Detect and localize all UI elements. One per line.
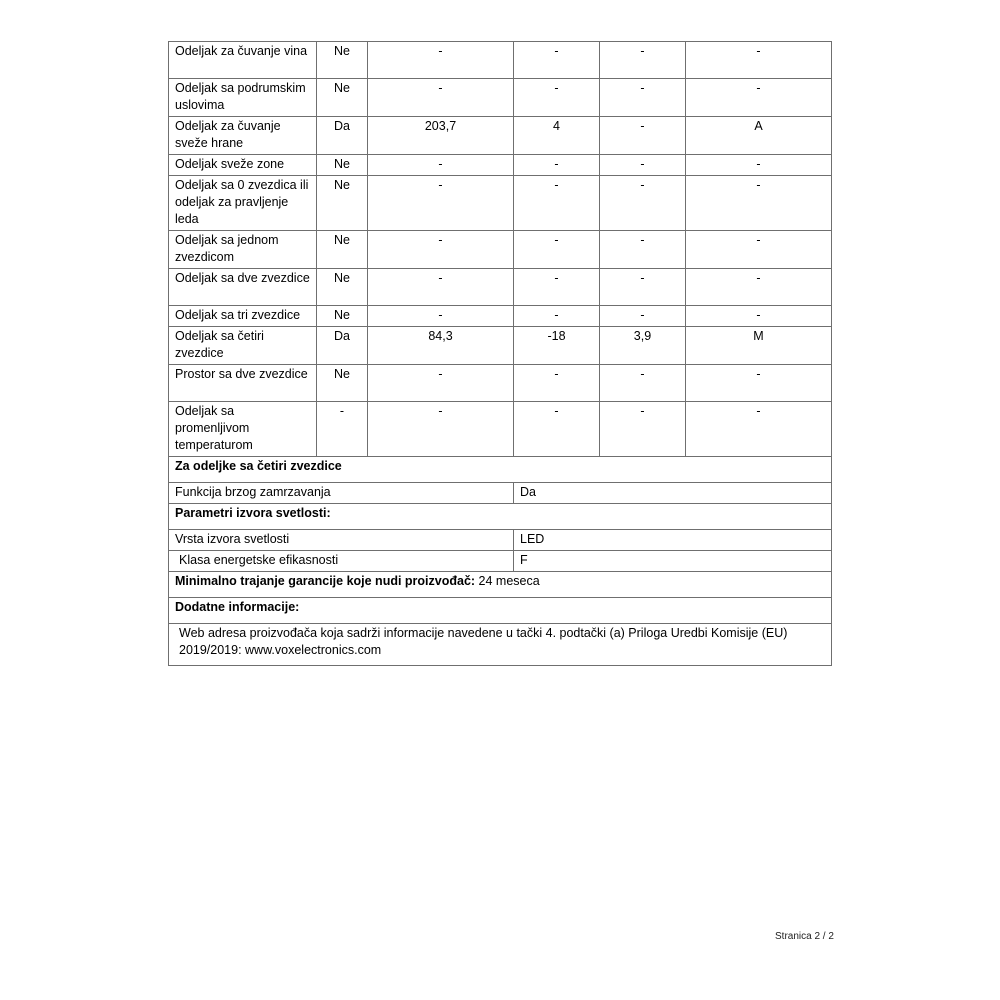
compartment-name: Odeljak sa 0 zvezdica ili odeljak za pravljenje leda <box>169 176 317 231</box>
compartment-volume: - <box>368 231 514 269</box>
compartment-present: Ne <box>317 42 368 79</box>
table-row <box>169 176 832 231</box>
additional-text: Web adresa proizvođača koja sadrži informacije navedene u tački 4. podtački (a) Priloga Uredbi Komisije (EU) 2019/2019: www.voxelectronics.com <box>169 624 832 666</box>
compartment-name: Prostor sa dve zvezdice <box>169 365 317 402</box>
compartment-mode: M <box>686 327 832 365</box>
compartment-volume: - <box>368 42 514 79</box>
section-row <box>169 457 832 483</box>
compartment-capacity: - <box>600 269 686 306</box>
table-row <box>169 79 832 117</box>
compartment-name: Odeljak sa četiri zvezdice <box>169 327 317 365</box>
compartment-temperature: - <box>514 365 600 402</box>
warranty-label: Minimalno trajanje garancije koje nudi proizvođač: <box>175 574 476 588</box>
section-row <box>169 598 832 624</box>
table-row <box>169 306 832 327</box>
table-row <box>169 231 832 269</box>
compartment-present: Ne <box>317 269 368 306</box>
table-row <box>169 269 832 306</box>
compartment-volume: - <box>368 269 514 306</box>
compartment-name: Odeljak sa podrumskim uslovima <box>169 79 317 117</box>
table-row <box>169 402 832 457</box>
compartment-present: Da <box>317 327 368 365</box>
table-row <box>169 572 832 598</box>
compartment-mode: - <box>686 231 832 269</box>
light-type-value: LED <box>514 530 832 551</box>
compartment-temperature: - <box>514 402 600 457</box>
compartment-temperature: - <box>514 231 600 269</box>
light-type-label: Vrsta izvora svetlosti <box>169 530 514 551</box>
compartment-present: Ne <box>317 365 368 402</box>
compartment-volume: - <box>368 365 514 402</box>
table-row <box>169 42 832 79</box>
compartment-name: Odeljak sveže zone <box>169 155 317 176</box>
compartment-mode: - <box>686 42 832 79</box>
table-row <box>169 551 832 572</box>
table-row <box>169 530 832 551</box>
compartment-mode: - <box>686 269 832 306</box>
compartment-volume: - <box>368 306 514 327</box>
compartment-temperature: - <box>514 79 600 117</box>
compartment-volume: - <box>368 79 514 117</box>
compartment-name: Odeljak sa dve zvezdice <box>169 269 317 306</box>
compartment-mode: - <box>686 402 832 457</box>
compartment-capacity: - <box>600 155 686 176</box>
compartment-mode: A <box>686 117 832 155</box>
compartment-volume: 203,7 <box>368 117 514 155</box>
energy-class-value: F <box>514 551 832 572</box>
warranty-cell <box>169 572 832 598</box>
compartment-present: Da <box>317 117 368 155</box>
fast-freeze-label: Funkcija brzog zamrzavanja <box>169 483 514 504</box>
compartment-volume: - <box>368 155 514 176</box>
compartment-capacity: - <box>600 306 686 327</box>
compartment-volume: - <box>368 176 514 231</box>
compartment-volume: - <box>368 402 514 457</box>
compartment-present: - <box>317 402 368 457</box>
compartment-mode: - <box>686 365 832 402</box>
table-row <box>169 155 832 176</box>
warranty-value: 24 meseca <box>475 574 540 588</box>
specification-table <box>168 41 832 666</box>
compartment-mode: - <box>686 176 832 231</box>
light-heading: Parametri izvora svetlosti: <box>169 504 832 530</box>
compartment-capacity: - <box>600 176 686 231</box>
compartment-capacity: - <box>600 365 686 402</box>
energy-class-label: Klasa energetske efikasnosti <box>169 551 514 572</box>
compartment-temperature: - <box>514 42 600 79</box>
compartment-temperature: - <box>514 306 600 327</box>
table-row <box>169 327 832 365</box>
compartment-name: Odeljak sa tri zvezdice <box>169 306 317 327</box>
compartment-present: Ne <box>317 176 368 231</box>
compartment-mode: - <box>686 155 832 176</box>
table-row <box>169 624 832 666</box>
compartment-name: Odeljak za čuvanje vina <box>169 42 317 79</box>
compartment-temperature: - <box>514 269 600 306</box>
compartment-present: Ne <box>317 306 368 327</box>
table-row <box>169 365 832 402</box>
compartment-temperature: 4 <box>514 117 600 155</box>
compartment-capacity: - <box>600 231 686 269</box>
compartment-name: Odeljak sa jednom zvezdicom <box>169 231 317 269</box>
compartment-capacity: 3,9 <box>600 327 686 365</box>
page-number: Stranica 2 / 2 <box>775 931 834 942</box>
table-row <box>169 483 832 504</box>
compartment-present: Ne <box>317 79 368 117</box>
compartment-capacity: - <box>600 402 686 457</box>
compartment-name: Odeljak sa promenljivom temperaturom <box>169 402 317 457</box>
section-row <box>169 504 832 530</box>
compartment-mode: - <box>686 306 832 327</box>
table-row <box>169 117 832 155</box>
compartment-temperature: -18 <box>514 327 600 365</box>
compartment-volume: 84,3 <box>368 327 514 365</box>
compartment-capacity: - <box>600 42 686 79</box>
compartment-capacity: - <box>600 79 686 117</box>
compartment-temperature: - <box>514 155 600 176</box>
compartment-name: Odeljak za čuvanje sveže hrane <box>169 117 317 155</box>
compartment-present: Ne <box>317 155 368 176</box>
additional-heading: Dodatne informacije: <box>169 598 832 624</box>
fast-freeze-value: Da <box>514 483 832 504</box>
compartment-mode: - <box>686 79 832 117</box>
four-star-heading: Za odeljke sa četiri zvezdice <box>169 457 832 483</box>
compartment-temperature: - <box>514 176 600 231</box>
compartment-present: Ne <box>317 231 368 269</box>
compartment-capacity: - <box>600 117 686 155</box>
